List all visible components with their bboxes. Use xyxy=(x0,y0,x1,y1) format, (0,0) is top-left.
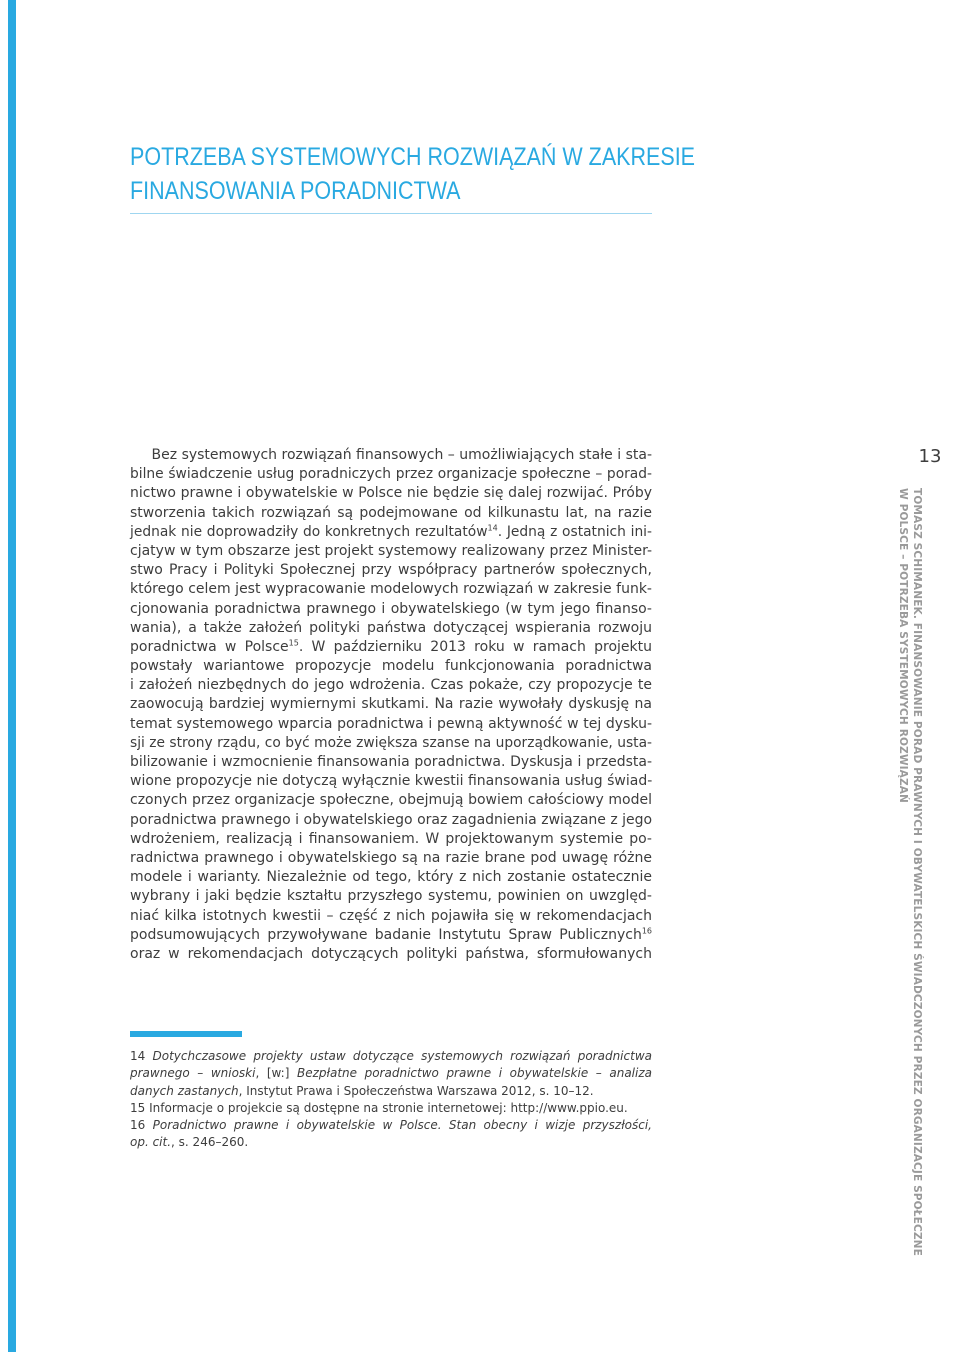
footnote-15 xyxy=(130,1100,652,1117)
footnote-16-cont xyxy=(130,1134,652,1151)
footnote-number: 15 xyxy=(130,1100,146,1115)
footnote-reference[interactable]: 14 xyxy=(487,523,498,533)
running-head xyxy=(896,488,924,1256)
body-line: wybrany i jaki będzie kształtu przyszłego systemu, powinien on uwzględ- xyxy=(130,888,652,905)
footnote-text: op. cit. xyxy=(130,1135,172,1150)
body-line-part: . W październiku 2013 roku w ramach projektu xyxy=(298,638,652,655)
body-line: cjatyw w tym obszarze jest projekt systemowy realizowany przez Minister- xyxy=(130,542,652,559)
footnotes xyxy=(130,1048,652,1152)
body-line: stworzenia takich rozwiązań są podejmowane od kilkunastu lat, na razie xyxy=(130,504,652,521)
footnote-text: , [w:] xyxy=(255,1066,297,1081)
body-line: sji ze strony rządu, co być może zwiększa szanse na uporządkowanie, usta- xyxy=(130,734,652,751)
page-number: 13 xyxy=(918,446,942,467)
body-line: którego celem jest wypracowanie modelowych rozwiązań w zakresie funk- xyxy=(130,581,652,598)
footnote-text: Poradnictwo prawne i obywatelskie w Polsce. Stan obecny i wizje przyszłości, xyxy=(152,1118,652,1133)
running-head-line-1: TOMASZ SCHIMANEK. FINANSOWANIE PORAD PRAWNYCH I OBYWATELSKICH ŚWIADCZONYCH PRZEZ ORGANIZACJE SPOŁECZNE xyxy=(911,488,923,1256)
body-line: Bez systemowych rozwiązań finansowych – umożliwiających stałe i sta- xyxy=(151,447,652,463)
footnote-reference[interactable]: 15 xyxy=(288,638,299,648)
body-line: oraz w rekomendacjach dotyczących polityki państwa, sformułowanych xyxy=(130,945,652,962)
body-line: bilizowanie i wzmocnienie finansowania poradnictwa. Dyskusja i przedsta- xyxy=(130,754,652,770)
body-line xyxy=(130,523,652,542)
body-line: modele i warianty. Niezależnie od tego, który z nich zostanie ostatecznie xyxy=(130,869,652,886)
footnote-14-cont xyxy=(130,1083,652,1100)
body-paragraph xyxy=(130,446,652,964)
footnote-text: prawnego – wnioski xyxy=(130,1066,256,1081)
body-line: niać kilka istotnych kwestii – część z nich pojawiła się w rekomendacjach xyxy=(130,907,652,924)
body-line xyxy=(130,638,652,657)
footnote-separator xyxy=(130,1031,242,1037)
body-line-part: . Jedną z ostatnich ini- xyxy=(497,523,652,540)
body-line: zaowocują bardziej wymiernymi skutkami. Na razie wywołały dyskusję na xyxy=(130,696,652,713)
page-title-line-2: FINANSOWANIA PORADNICTWA xyxy=(130,177,461,205)
body-line: stwo Pracy i Polityki Społecznej przy współpracy partnerów społecznych, xyxy=(130,562,652,579)
body-line-part: podsumowujących przywoływane badanie Instytutu Spraw Publicznych xyxy=(130,926,642,943)
page-title xyxy=(130,140,696,208)
footnote-14-cont xyxy=(130,1065,652,1082)
footnote-text: , Instytut Prawa i Społeczeństwa Warszawa 2012, s. 10–12. xyxy=(238,1083,594,1098)
footnote-number: 14 xyxy=(130,1049,146,1063)
body-line: i założeń niezbędnych do jego wdrożenia. Czas pokaże, czy propozycje te xyxy=(130,677,652,694)
footnote-reference[interactable]: 16 xyxy=(641,926,652,936)
footnote-number: 16 xyxy=(130,1118,146,1133)
page-title-line-1: POTRZEBA SYSTEMOWYCH ROZWIĄZAŃ W ZAKRESIE xyxy=(130,143,696,171)
footnote-text: , s. 246–260. xyxy=(171,1135,249,1150)
body-line: nictwo prawne i obywatelskie w Polsce nie będzie się dalej rozwijać. Próby xyxy=(130,485,652,502)
left-accent-bar xyxy=(8,0,16,1352)
body-line: poradnictwa prawnego i obywatelskiego oraz zagadnienia związane z jego xyxy=(130,811,653,828)
body-line: wdrożeniem, realizacją i finansowaniem. W projektowanym systemie po- xyxy=(130,830,652,847)
body-line: radnictwa prawnego i obywatelskiego są na razie brane pod uwagę różne xyxy=(130,849,652,866)
running-head-line-2: W POLSCE – POTRZEBA SYSTEMOWYCH ROZWIĄZAŃ xyxy=(897,488,909,804)
footnote-14 xyxy=(130,1048,652,1065)
footnote-text: Informacje o projekcie są dostępne na stronie internetowej: http://www.ppio.eu. xyxy=(149,1100,628,1115)
body-line: cjonowania poradnictwa prawnego i obywatelskiego (w tym jego finanso- xyxy=(130,600,652,617)
footnote-text: Bezpłatne poradnictwo prawne i obywatelskie – analiza xyxy=(297,1066,652,1081)
footnote-text: Dotychczasowe projekty ustaw dotyczące systemowych rozwiązań poradnictwa xyxy=(152,1049,652,1063)
body-line: bilne świadczenie usług poradniczych przez organizacje społeczne – porad- xyxy=(130,466,652,483)
body-line-part: jednak nie doprowadziły do konkretnych rezultatów xyxy=(130,523,488,540)
body-line: wania), a także założeń polityki państwa dotyczącej wspierania rozwoju xyxy=(130,619,652,636)
body-line: czonych przez organizacje społeczne, obejmują bowiem całościowy model xyxy=(130,792,652,809)
body-line: temat systemowego wparcia poradnictwa i pewną aktywność w tej dysku- xyxy=(130,715,652,732)
body-line-part: poradnictwa w Polsce xyxy=(130,638,289,655)
title-divider xyxy=(130,213,652,214)
body-line: wione propozycje nie dotyczą wyłącznie kwestii finansowania usług świad- xyxy=(130,773,653,790)
body-line xyxy=(130,926,652,945)
footnote-text: danych zastanych xyxy=(130,1083,239,1098)
footnote-16 xyxy=(130,1117,652,1134)
body-line: powstały wariantowe propozycje modelu funkcjonowania poradnictwa xyxy=(130,658,652,675)
